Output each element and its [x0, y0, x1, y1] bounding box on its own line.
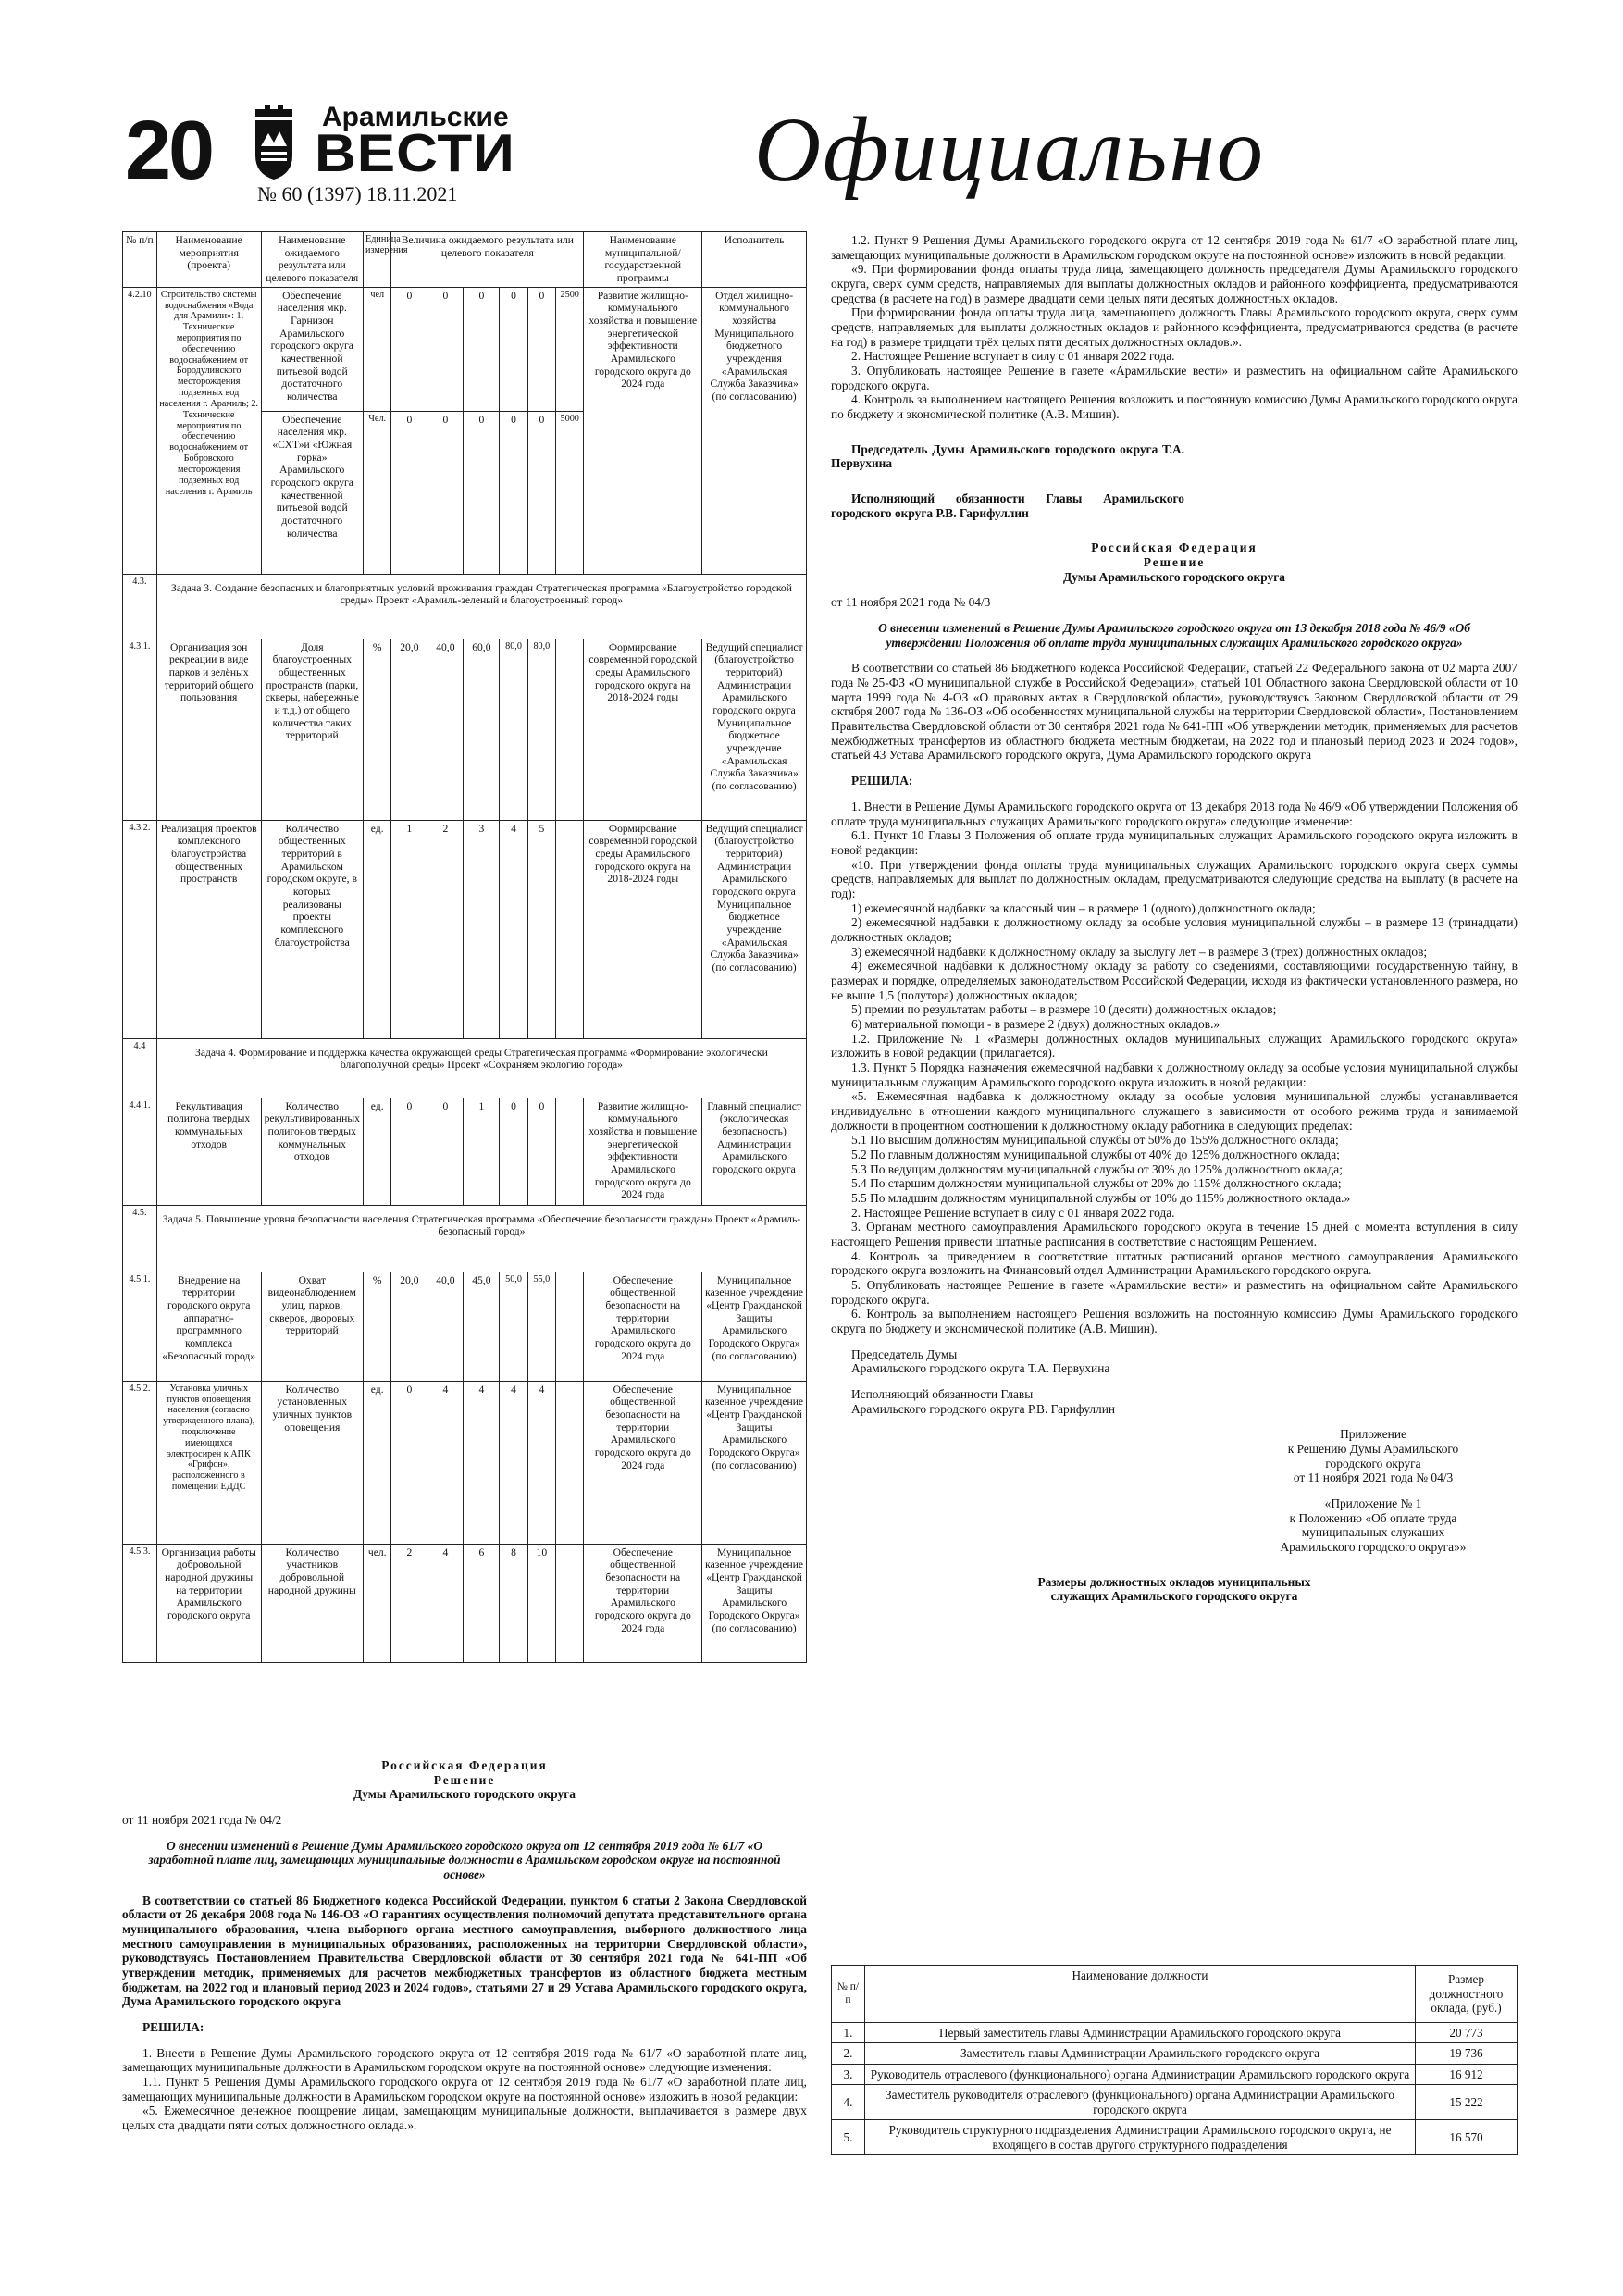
decision-paragraph: 1.3. Пункт 5 Порядка назначения ежемесячной надбавки к должностному окладу за особые условия муниципальной службы муниципальным служащим Арамильского городского округа изложить в новой редакции:: [831, 1060, 1518, 1089]
activity-cell: Организация зон рекреации в виде парков и зелёных территорий общего пользования: [156, 639, 261, 820]
position-number: 2.: [832, 2043, 865, 2064]
position-name: Заместитель руководителя отраслевого (функционального) органа Администрации Арамильского городского округа: [865, 2085, 1416, 2120]
program-cell: Формирование современной городской среды Арамильского городского округа на 2018-2024 годы: [584, 820, 702, 1038]
value-cell: 80,0: [500, 639, 527, 820]
executor-cell: Ведущий специалист (благоустройство территорий) Администрации Арамильского городского округа Муниципальное бюджетное учреждение «Арамильская Служба Заказчика» (по согласованию): [702, 820, 807, 1038]
position-name: Руководитель отраслевого (функционального) органа Администрации Арамильского городского округа: [865, 2064, 1416, 2084]
value-cell: 0: [464, 287, 500, 411]
value-cell: 6: [464, 1544, 500, 1662]
brand-subtitle: Арамильские: [322, 102, 509, 132]
value-cell: 4: [527, 1381, 555, 1544]
position-salary: 15 222: [1416, 2085, 1518, 2120]
value-cell: 0: [391, 411, 427, 574]
salary-table: [831, 1965, 1518, 2155]
value-cell: 0: [527, 411, 555, 574]
decision-duma: Думы Арамильского городского округа: [1063, 569, 1285, 584]
value-cell: 0: [391, 287, 427, 411]
value-cell: 45,0: [464, 1272, 500, 1381]
signature-head-name: Арамильского городского округа Р.В. Гарифуллин: [851, 1401, 1116, 1416]
executor-cell: Отдел жилищно-коммунального хозяйства Муниципального бюджетного учреждения «Арамильская Служба Заказчика» (по согласованию): [702, 287, 807, 574]
activity-cell: Рекультивация полигона твердых коммунальных отходов: [156, 1098, 261, 1205]
header-cell: Величина ожидаемого результата или целевого показателя: [391, 232, 584, 288]
executor-cell: Муниципальное казенное учреждение «Центр Гражданской Защиты Арамильского Городского Округа» (по согласованию): [702, 1272, 807, 1381]
appendix-line: к Положению «Об оплате труда: [1289, 1510, 1457, 1525]
position-number: 3.: [832, 2064, 865, 2084]
result-cell: Количество общественных территорий в Арамильском городском округе, в которых реализованы проекты комплексного благоустройства: [261, 820, 364, 1038]
unit-cell: %: [364, 639, 391, 820]
issue-number: № 60 (1397) 18.11.2021: [257, 182, 458, 205]
brand-title: ВЕСТИ: [315, 124, 515, 183]
value-cell: 5000: [556, 411, 584, 574]
decision-kind: Решение: [433, 1772, 496, 1787]
decision-paragraph: 1. Внести в Решение Думы Арамильского городского округа от 13 декабря 2018 года № 46/9 «Об утверждении Положения об оплате труда муниципальных служащих Арамильского городского округа» следующие изменение:: [831, 799, 1518, 828]
appendix-line: к Решению Думы Арамильского: [1287, 1442, 1459, 1457]
value-cell: [556, 1544, 584, 1662]
value-cell: [556, 1381, 584, 1544]
position-salary: 16 570: [1416, 2120, 1518, 2155]
table-row: [832, 2120, 1518, 2155]
decision-paragraph: 4. Контроль за выполнением настоящего Решения возложить и постоянную комиссию Думы Арамильского городского округа по бюджету и экономической политике (А.В. Мишин).: [831, 392, 1518, 422]
value-cell: 20,0: [391, 639, 427, 820]
value-cell: 4: [500, 820, 527, 1038]
unit-cell: Чел.: [364, 411, 391, 574]
table-row: [123, 1272, 807, 1381]
value-cell: 0: [391, 1381, 427, 1544]
position-name: Заместитель главы Администрации Арамильского городского округа: [865, 2043, 1416, 2064]
header-cell: № п/п: [123, 232, 157, 288]
value-cell: 0: [391, 1098, 427, 1205]
appendix-line: муниципальных служащих: [1301, 1525, 1445, 1540]
task-cell: Задача 3. Создание безопасных и благоприятных условий проживания граждан Стратегическая программа «Благоустройство городской среды» Проект «Арамиль-зеленый и благоустроенный город»: [156, 574, 806, 639]
position-number: 5.: [832, 2120, 865, 2155]
result-cell: Количество установленных уличных пунктов оповещения: [261, 1381, 364, 1544]
page-number: 20: [125, 105, 213, 197]
result-cell: Количество участников добровольной народной дружины: [261, 1544, 364, 1662]
row-number: 4.2.10: [123, 287, 157, 574]
value-cell: 8: [500, 1544, 527, 1662]
signature-chair-name: Арамильского городского округа Т.А. Первухина: [851, 1361, 1110, 1376]
unit-cell: %: [364, 1272, 391, 1381]
value-cell: 40,0: [427, 1272, 464, 1381]
section-title: Официально: [754, 98, 1265, 201]
position-salary: 19 736: [1416, 2043, 1518, 2064]
decision-paragraph: «9. При формировании фонда оплаты труда лица, замещающего должность председателя Думы Арамильского городского округа, сверх сумм средств, направляемых для выплаты должностных окладов и районного коэффициента, предусматриваются средства (в расчете на год) в размере двадцати семи целых пяти десятых должностных окладов.: [831, 262, 1518, 305]
value-cell: 0: [427, 411, 464, 574]
decision-paragraph: 2. Настоящее Решение вступает в силу с 01 января 2022 года.: [851, 349, 1175, 364]
appendix-line: «Приложение № 1: [1324, 1496, 1422, 1511]
decision-paragraph: «5. Ежемесячная надбавка к должностному окладу за особые условия муниципальной службы устанавливается индивидуально в отношении каждого муниципального служащего в зависимости от особого режима труда и занимаемой должности в процентном соотношении к должностному окладу работника в следующих пределах:: [831, 1089, 1518, 1133]
decision-paragraph: 6. Контроль за выполнением настоящего Решения возложить на постоянную комиссию Думы Арамильского городского округа по бюджету и экономической политике (А.В. Мишин).: [831, 1307, 1518, 1336]
position-name: Руководитель структурного подразделения Администрации Арамильского городского округа, не входящего в состав другого структурного подразделения: [865, 2120, 1416, 2155]
header-cell: Исполнитель: [702, 232, 807, 288]
value-cell: 0: [500, 287, 527, 411]
table-row: [123, 639, 807, 820]
value-cell: 80,0: [527, 639, 555, 820]
appendix-line: городского округа: [1325, 1456, 1421, 1471]
decision-paragraph: 3. Опубликовать настоящее Решение в газете «Арамильские вести» и разместить на официальном сайте Арамильского городского округа.: [831, 364, 1518, 392]
list-item: 5.5 По младшим должностям муниципальной службы от 10% до 115% должностного оклада.»: [851, 1190, 1351, 1205]
list-item: 5) премии по результатам работы – в размере 10 (десяти) должностных окладов;: [851, 1002, 1277, 1017]
value-cell: 55,0: [527, 1272, 555, 1381]
position-salary: 20 773: [1416, 2023, 1518, 2043]
activity-cell: Установка уличных пунктов оповещения населения (согласно утвержденного плана), подключение имеющихся электросирен к АПК «Грифон», расположенного в помещении ЕДДС: [156, 1381, 261, 1544]
decision-title: О внесении изменений в Решение Думы Арамильского городского округа от 13 декабря 2018 года № 46/9 «Об утверждении Положения об оплате труда муниципальных служащих Арамильского городского округа»: [878, 621, 1470, 650]
decision-country: Российская Федерация: [1091, 540, 1258, 555]
value-cell: 2: [427, 820, 464, 1038]
list-item: 6) материальной помощи - в размере 2 (двух) должностных окладов.»: [851, 1016, 1220, 1031]
salary-table-header: [832, 1966, 1518, 2023]
task-cell: Задача 5. Повышение уровня безопасности населения Стратегическая программа «Обеспечение безопасности граждан» Проект «Арамиль-безопасный город»: [156, 1205, 806, 1272]
value-cell: 1: [391, 820, 427, 1038]
decision-kind: Решение: [1143, 555, 1206, 570]
table-row: [123, 820, 807, 1038]
executor-cell: Главный специалист (экологическая безопасность) Администрации Арамильского городского округа: [702, 1098, 807, 1205]
list-item: 5.1 По высшим должностям муниципальной службы от 50% до 155% должностного оклада;: [851, 1133, 1339, 1148]
program-cell: Обеспечение общественной безопасности на территории Арамильского городского округа до 2024 года: [584, 1381, 702, 1544]
decision-preamble: В соответствии со статьей 86 Бюджетного кодекса Российской Федерации, статьей 22 Федерального закона от 02 марта 2007 года № 25-ФЗ «О муниципальной службе в Российской Федерации», статьей 101 Областного закона Свердловской области от 10 марта 1999 года № 4-ОЗ «О правовых актах в Свердловской области», руководствуясь Законом Свердловской области от 29 октября 2007 года № 136-ОЗ «Об особенностях муниципальной службы на территории Свердловской области», Постановлением Правительства Свердловской области от 30 сентября 2021 года № 641-ПП «Об утверждении методик, применяемых для расчетов межбюджетных трансфертов из областного бюджета местным бюджетам, на 2022 год и плановый период 2023 и 2024 годов», статьей 43 Устава Арамильского городского округа, Дума Арамильского городского округа: [831, 661, 1518, 763]
decision-country: Российская Федерация: [381, 1758, 548, 1772]
value-cell: 4: [464, 1381, 500, 1544]
value-cell: 40,0: [427, 639, 464, 820]
list-item: 5.3 По ведущим должностям муниципальной службы от 30% до 125% должностного оклада;: [851, 1161, 1343, 1176]
decision-042: [122, 1758, 807, 2133]
decision-paragraph: «5. Ежемесячное денежное поощрение лицам, замещающим муниципальные должности, выплачивается в размере двух целых ста двадцати пяти сотых должностного оклада.».: [122, 2104, 807, 2133]
value-cell: [556, 820, 584, 1038]
city-emblem-icon: [252, 104, 296, 181]
unit-cell: ед.: [364, 1381, 391, 1544]
executor-cell: Муниципальное казенное учреждение «Центр Гражданской Защиты Арамильского Городского Округа» (по согласованию): [702, 1381, 807, 1544]
appendix-line: от 11 ноября 2021 года № 04/3: [1293, 1471, 1454, 1485]
header-cell: Наименование мероприятия (проекта): [156, 232, 261, 288]
value-cell: 2500: [556, 287, 584, 411]
result-cell: Обеспечение населения мкр. Гарнизон Арамильского городского округа качественной питьевой водой достаточного количества: [261, 287, 364, 411]
decision-preamble: В соответствии со статьей 86 Бюджетного кодекса Российской Федерации, пунктом 6 статьи 2 Закона Свердловской области от 26 декабря 2008 года № 146-ОЗ «О гарантиях осуществления полномочий депутата представительного органа муниципального образования, члена выборного органа местного самоуправления, выборного должностного лица местного самоуправления в муниципальных образованиях, расположенных на территории Свердловской области», руководствуясь Постановлением Правительства Свердловской области от 30 сентября 2021 года № 641-ПП «Об утверждении методик, применяемых для расчетов межбюджетных трансфертов из областного бюджета местным бюджетам, на 2022 год и плановый период 2023 и 2024 годов», статьями 27 и 29 Устава Арамильского городского округа, Дума Арамильского городского округа: [122, 1893, 807, 2009]
value-cell: 2: [391, 1544, 427, 1662]
decision-042-continued: [831, 233, 1518, 1604]
activity-cell: Внедрение на территории городского округа аппаратно-программного комплекса «Безопасный город»: [156, 1272, 261, 1381]
row-number: 4.3.1.: [123, 639, 157, 820]
list-item: 2) ежемесячной надбавки к должностному окладу за особые условия муниципальной службы – в размере 13 (тринадцати) должностных окладов;: [831, 915, 1518, 944]
table-row: [123, 1098, 807, 1205]
salary-table-title: Размеры должностных окладов муниципальных служащих Арамильского городского округа: [1037, 1574, 1311, 1604]
value-cell: 4: [500, 1381, 527, 1544]
row-number: 4.4.1.: [123, 1098, 157, 1205]
program-cell: Развитие жилищно-коммунального хозяйства и повышение энергетической эффективности Арамильского городского округа до 2024 года: [584, 287, 702, 574]
value-cell: 0: [464, 411, 500, 574]
value-cell: 4: [427, 1381, 464, 1544]
signature-chair: Председатель Думы Арамильского городского округа Т.А. Первухина: [831, 441, 1184, 471]
decision-paragraph: 6.1. Пункт 10 Главы 3 Положения об оплате труда муниципальных служащих Арамильского городского округа изложить в новой редакции:: [831, 828, 1518, 857]
decision-date: от 11 ноября 2021 года № 04/3: [831, 595, 991, 610]
position-salary: 16 912: [1416, 2064, 1518, 2084]
decision-paragraph: 1.2. Приложение № 1 «Размеры должностных окладов муниципальных служащих Арамильского городского округа» изложить в новой редакции (прилагается).: [831, 1031, 1518, 1061]
task-row: [123, 1205, 807, 1272]
table-header-row: [123, 232, 807, 288]
decision-duma: Думы Арамильского городского округа: [353, 1787, 576, 1802]
value-cell: [556, 1272, 584, 1381]
appendix-line: Арамильского городского округа»»: [1280, 1540, 1467, 1555]
decision-paragraph: При формировании фонда оплаты труда лица, замещающего должность Главы Арамильского городского округа, сверх сумм средств, направляемых для выплаты должностных окладов и районного коэффициента, предусматриваются средства (в расчете на год) в размере тридцати трёх целых пяти десятых должностных окладов.».: [831, 305, 1518, 349]
unit-cell: ед.: [364, 820, 391, 1038]
table-row: [832, 2085, 1518, 2120]
header-cell: Единица измерения: [364, 232, 391, 288]
program-cell: Обеспечение общественной безопасности на территории Арамильского городского округа до 2024 года: [584, 1544, 702, 1662]
table-row: [832, 2064, 1518, 2084]
table-row: [123, 1544, 807, 1662]
header-cell: Наименование ожидаемого результата или целевого показателя: [261, 232, 364, 288]
header-cell: Наименование муниципальной/ государственной программы: [584, 232, 702, 288]
decision-paragraph: 2. Настоящее Решение вступает в силу с 01 января 2022 года.: [851, 1205, 1175, 1220]
value-cell: 10: [527, 1544, 555, 1662]
executor-cell: Ведущий специалист (благоустройство территорий) Администрации Арамильского городского округа Муниципальное бюджетное учреждение «Арамильская Служба Заказчика» (по согласованию): [702, 639, 807, 820]
appendix-line: Приложение: [1340, 1427, 1406, 1442]
list-item: 1) ежемесячной надбавки за классный чин – в размере 1 (одного) должностного оклада;: [851, 900, 1316, 915]
value-cell: 60,0: [464, 639, 500, 820]
unit-cell: чел: [364, 287, 391, 411]
header-cell: Размер должностного оклада, (руб.): [1416, 1966, 1518, 2023]
value-cell: 3: [464, 820, 500, 1038]
executor-cell: Муниципальное казенное учреждение «Центр Гражданской Защиты Арамильского Городского Округа» (по согласованию): [702, 1544, 807, 1662]
task-row: [123, 1038, 807, 1098]
value-cell: 0: [500, 411, 527, 574]
value-cell: 5: [527, 820, 555, 1038]
value-cell: 0: [427, 287, 464, 411]
unit-cell: ед.: [364, 1098, 391, 1205]
value-cell: 4: [427, 1544, 464, 1662]
value-cell: 0: [500, 1098, 527, 1205]
result-cell: Количество рекультивированных полигонов твердых коммунальных отходов: [261, 1098, 364, 1205]
value-cell: 1: [464, 1098, 500, 1205]
value-cell: 0: [527, 1098, 555, 1205]
decision-paragraph: 5. Опубликовать настоящее Решение в газете «Арамильские вести» и разместить на официальном сайте Арамильского городского округа.: [831, 1278, 1518, 1307]
decision-paragraph: 1.1. Пункт 5 Решения Думы Арамильского городского округа от 12 сентября 2019 года № 61/7 «О заработной плате лиц, замещающих муниципальные должности в Арамильском городском округе на постоянной основе» изложить в новой редакции:: [122, 2075, 807, 2104]
program-table: [122, 231, 807, 1663]
list-item: 4) ежемесячной надбавки к должностному окладу за работу со сведениями, составляющими государственную тайну, в размерах и порядке, определяемых законодательством Российской Федерации, исходя из фактически установленного размера, но не выше 1,5 (полутора) должностных окладов;: [831, 959, 1518, 1002]
list-item: 3) ежемесячной надбавки к должностному окладу за выслугу лет – в размере 3 (трех) должностных окладов;: [851, 944, 1428, 959]
signature-chair-title: Председатель Думы: [851, 1347, 958, 1361]
decision-paragraph: «10. При утверждении фонда оплаты труда муниципальных служащих Арамильского городского округа сверх суммы средств, направляемых для выплат по должностным окладам, предусматриваются следующие средства на выплату (в расчете на год):: [831, 857, 1518, 900]
row-number: 4.3.2.: [123, 820, 157, 1038]
program-cell: Развитие жилищно-коммунального хозяйства и повышение энергетической эффективности Арамильского городского округа до 2024 года: [584, 1098, 702, 1205]
decision-paragraph: 4. Контроль за приведением в соответствие штатных расписаний органов местного самоуправления Арамильского городского округа возложить на Финансовый отдел Администрации Арамильского городского округа.: [831, 1248, 1518, 1278]
row-number: 4.5.3.: [123, 1544, 157, 1662]
decision-resolved: РЕШИЛА:: [142, 2020, 204, 2035]
header-cell: № п/п: [832, 1966, 865, 2023]
signature-head-title: Исполняющий обязанности Главы: [851, 1387, 1034, 1402]
appendix-note: [1229, 1427, 1518, 1554]
value-cell: [556, 1098, 584, 1205]
activity-cell: Строительство системы водоснабжения «Вода для Арамили»: 1. Технические мероприятия по обеспечению водоснабжением от Бородулинского месторождения подземных вод населения г. Арамиль; 2. Технические мероприятия по обеспечению водоснабжением от Бобровского месторождения подземных вод населения г. Арамиль: [156, 287, 261, 574]
row-number: 4.4: [123, 1038, 157, 1098]
signature-head: Исполняющий обязанности Главы Арамильского городского округа Р.В. Гарифуллин: [831, 491, 1184, 520]
task-cell: Задача 4. Формирование и поддержка качества окружающей среды Стратегическая программа «Формирование экологически благополучной среды» Проект «Сохраняем экологию города»: [156, 1038, 806, 1098]
list-item: 5.4 По старшим должностям муниципальной службы от 20% до 115% должностного оклада;: [851, 1176, 1342, 1191]
position-number: 4.: [832, 2085, 865, 2120]
header-cell: Наименование должности: [865, 1966, 1416, 2023]
row-number: 4.5.2.: [123, 1381, 157, 1544]
result-cell: Охват видеонаблюдением улиц, парков, скверов, дворовых территорий: [261, 1272, 364, 1381]
decision-title: О внесении изменений в Решение Думы Арамильского городского округа от 12 сентября 2019 года № 61/7 «О заработной плате лиц, замещающих муниципальные должности в Арамильском городском округе на постоянной основе»: [148, 1838, 781, 1882]
result-cell: Обеспечение населения мкр. «СХТ»и «Южная горка» Арамильского городского округа качественной питьевой водой достаточного количества: [261, 411, 364, 574]
position-number: 1.: [832, 2023, 865, 2043]
unit-cell: чел.: [364, 1544, 391, 1662]
value-cell: 50,0: [500, 1272, 527, 1381]
table-row: [123, 287, 807, 411]
value-cell: 20,0: [391, 1272, 427, 1381]
value-cell: 0: [427, 1098, 464, 1205]
decision-paragraph: 3. Органам местного самоуправления Арамильского городского округа в течение 15 дней с момента вступления в силу настоящего Решения привести штатные расписания в соответствие с настоящим Решением.: [831, 1220, 1518, 1248]
result-cell: Доля благоустроенных общественных пространств (парки, скверы, набережные и т.д.) от общего количества таких территорий: [261, 639, 364, 820]
decision-paragraph: 1.2. Пункт 9 Решения Думы Арамильского городского округа от 12 сентября 2019 года № 61/7 «О заработной плате лиц, замещающих муниципальные должности в Арамильском городском округе на постоянной основе» изложить в новой редакции:: [831, 233, 1518, 262]
value-cell: [556, 639, 584, 820]
value-cell: 0: [527, 287, 555, 411]
decision-date: от 11 ноября 2021 года № 04/2: [122, 1813, 282, 1828]
row-number: 4.5.: [123, 1205, 157, 1272]
activity-cell: Организация работы добровольной народной дружины на территории Арамильского городского округа: [156, 1544, 261, 1662]
decision-resolved: РЕШИЛА:: [851, 774, 913, 788]
table-row: [832, 2023, 1518, 2043]
list-item: 5.2 По главным должностям муниципальной службы от 40% до 125% должностного оклада;: [851, 1147, 1340, 1161]
row-number: 4.3.: [123, 574, 157, 639]
table-row: [832, 2043, 1518, 2064]
row-number: 4.5.1.: [123, 1272, 157, 1381]
program-cell: Обеспечение общественной безопасности на территории Арамильского городского округа до 2024 года: [584, 1272, 702, 1381]
position-name: Первый заместитель главы Администрации Арамильского городского округа: [865, 2023, 1416, 2043]
table-row: [123, 1381, 807, 1544]
task-row: [123, 574, 807, 639]
decision-paragraph: 1. Внести в Решение Думы Арамильского городского округа от 12 сентября 2019 года № 61/7 «О заработной плате лиц, замещающих муниципальные должности в Арамильском городском округе на постоянной основе» следующие изменения:: [122, 2045, 807, 2075]
activity-cell: Реализация проектов комплексного благоустройства общественных пространств: [156, 820, 261, 1038]
program-cell: Формирование современной городской среды Арамильского городского округа на 2018-2024 годы: [584, 639, 702, 820]
